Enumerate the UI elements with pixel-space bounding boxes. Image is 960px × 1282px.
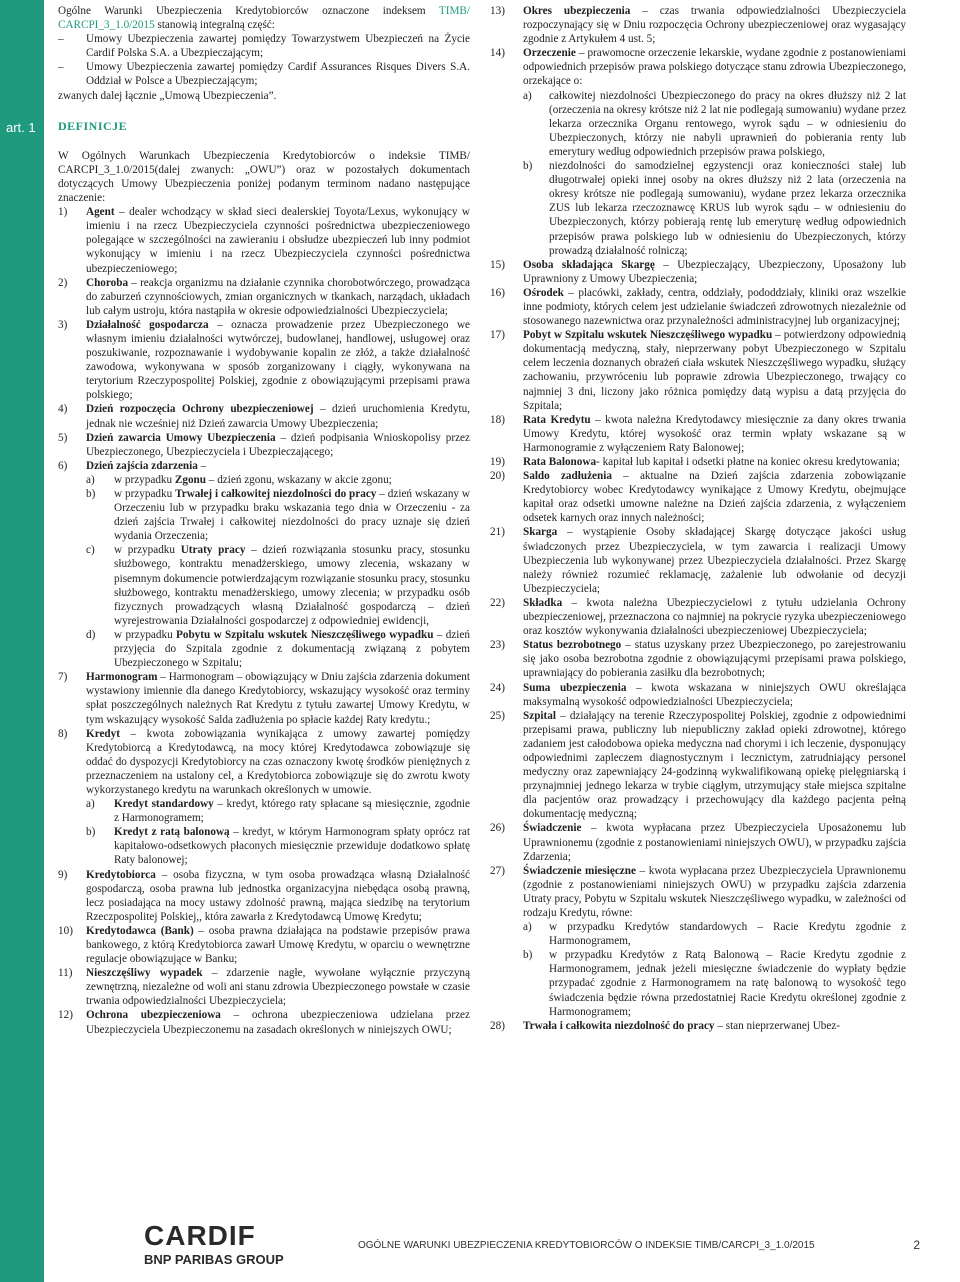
defined-term: Okres ubezpieczenia bbox=[523, 5, 631, 17]
intro-text-end: stanowią integralną część: bbox=[154, 19, 275, 32]
item-prefix: w przypadku bbox=[114, 544, 181, 557]
definition-item bbox=[490, 709, 906, 822]
item-number: 7) bbox=[58, 671, 68, 684]
item-prefix: w przypadku bbox=[114, 488, 176, 500]
item-number: b) bbox=[86, 826, 96, 839]
item-number: 23) bbox=[490, 639, 505, 652]
item-number: 27) bbox=[490, 864, 505, 877]
defined-term: Świadczenie bbox=[523, 822, 582, 835]
defined-term: Trwała i całkowita niezdolność do pracy bbox=[523, 1019, 715, 1032]
item-number: 25) bbox=[490, 709, 505, 722]
definition-subitem bbox=[523, 948, 906, 1018]
intro-closing: zwanych dalej łącznie „Umową Ubezpieczenia”. bbox=[58, 89, 277, 102]
defined-term: Szpital bbox=[523, 709, 556, 722]
item-text: – działający na terenie Rzeczypospolitej Polskiej, zgodnie z odpowiednimi przepisami prawa, publiczny lub niepubliczny zakład opieki zdrowotnej, którego zadaniem jest całodobowa opieka medyczna nad chorymi i ich leczenie, dysponujący odpowiednimi zapleczem diagnostycznym i lecznictym, zatrudniający personel medyczny oraz zapewniający 24-godzinną wykwalifikowaną opiekę pielęgniarską i przynajmniej jednego lekarza w trybie ciągłym, utrzymujący stałe miejsca szpitalne dla pacjentów oraz prowadzący i przechowujący dla każdego pacjenta pełną dokumentację medyczną; bbox=[523, 709, 906, 821]
intro-text: Ogólne Warunki Ubezpieczenia Kredytobiorców oznaczone indeksem bbox=[58, 5, 439, 17]
defined-term: Dzień zawarcia Umowy Ubezpieczenia bbox=[86, 431, 276, 444]
definition-subitem bbox=[86, 487, 470, 543]
item-text: – kwota wypłacana przez Ubezpieczyciela Uprawnionemu (zgodnie z postanowieniami niniejszych OWU) w przypadku zajścia zdarzenia Utraty pracy, Pobytu w Szpitalu wskutek Nieszczęśliwego wypadku, w zależności od rodzaju Kredytu, równe: bbox=[523, 864, 906, 919]
defined-term: Zgonu bbox=[174, 473, 206, 486]
definition-item bbox=[490, 413, 906, 455]
item-number: b) bbox=[86, 488, 96, 500]
item-number: 17) bbox=[490, 329, 505, 342]
defined-term: Kredytobiorca bbox=[86, 868, 156, 881]
item-number: 2) bbox=[58, 276, 68, 289]
definition-item bbox=[490, 258, 906, 286]
item-text: w przypadku Kredytów standardowych – Racie Kredytu zgodnie z Harmonogramem, bbox=[549, 921, 906, 948]
defined-term: Ochrona ubezpieczeniowa bbox=[86, 1009, 221, 1022]
item-number: 24) bbox=[490, 681, 505, 694]
item-text: niezdolności do samodzielnej egzystencji oraz konieczności stałej lub długotrwałej opieki innej osoby na okres dłuższy niż 2 lata (orzeczenia na okresy krótsze nie podlegają sumowaniu), wydane przez lekarza orzecznika ZUS lub lekarza rzeczoznawcę KRUS lub wyrok sądu – w odniesieniu do Ubezpieczonych, którzy pobierają rentę lub emeryturę według odpowiednich przepisów prawa polskiego lub w odniesieniu do Ubezpieczonych, którzy prowadzą działalność rolniczą; bbox=[549, 160, 906, 257]
item-number: 3) bbox=[58, 318, 68, 331]
definition-item bbox=[58, 924, 470, 966]
definition-subitem bbox=[86, 825, 470, 867]
item-text: – bbox=[197, 459, 207, 472]
defined-term: Składka bbox=[523, 596, 563, 609]
item-number: 8) bbox=[58, 727, 68, 740]
item-text: – kwota należna Ubezpieczycielowi z tytułu udzielania Ochrony ubezpieczeniowej, przeznaczona co najmniej na pokrycie ryzyka ubezpieczeniowego oraz kosztów wykonywania działalności ubezpieczeniowej Ubezpieczyciela; bbox=[523, 596, 906, 638]
definition-item bbox=[58, 205, 470, 275]
dash-item: – Umowy Ubezpieczenia zawartej pomiędzy Cardif Assurances Risques Divers S.A. Oddział w Polsce a Ubezpieczającym; bbox=[58, 61, 470, 88]
page-footer bbox=[58, 1212, 920, 1270]
item-text: – Harmonogram – obowiązujący w Dniu zajścia zdarzenia dokument wystawiony imiennie dla danego Kredytobiorcy, wskazujący wysokość oraz terminy spłat poszczególnych należnych Rat Kredytu z tytułu zawartej Umowy Kredytu, w tym wskazujący wysokość Salda zadłużenia po spłacie każdej Raty kredytu.; bbox=[86, 671, 470, 726]
dash-item: – Umowy Ubezpieczenia zawartej pomiędzy Towarzystwem Ubezpieczeń na Życie Cardif Polska S.A. a Ubezpieczającym; bbox=[58, 33, 470, 60]
defined-term: Orzeczenie bbox=[523, 47, 576, 60]
defined-term: Osoba składająca Skargę bbox=[523, 258, 655, 271]
definition-subitem bbox=[523, 89, 906, 159]
definition-item bbox=[58, 431, 470, 459]
item-number: b) bbox=[523, 160, 533, 173]
item-text: – Ubezpieczający, Ubezpieczony, Uposażony lub Uprawniony z Umowy Ubezpieczenia; bbox=[523, 258, 906, 285]
definition-subitem bbox=[523, 159, 906, 258]
defined-term: Trwałej i całkowitej niezdolności do pracy bbox=[175, 488, 377, 500]
article-label: art. 1 bbox=[6, 120, 36, 135]
intro-paragraph bbox=[58, 4, 470, 32]
item-number: 13) bbox=[490, 5, 505, 17]
defined-term: Suma ubezpieczenia bbox=[523, 681, 627, 694]
definition-item bbox=[490, 4, 906, 46]
definition-item bbox=[58, 727, 470, 797]
definition-item bbox=[58, 670, 470, 726]
definition-item bbox=[58, 276, 470, 318]
item-number: a) bbox=[86, 473, 95, 486]
item-text: – osoba prawna działająca na podstawie przepisów prawa bankowego, z którą Kredytobiorca zawarł Umowę Kredytu, w oparciu o wewnętrzne regulacje obowiązujące w Banku; bbox=[86, 924, 470, 966]
defined-term: Działalność gospodarcza bbox=[86, 318, 209, 331]
definition-item bbox=[58, 402, 470, 430]
item-text: – prawomocne orzeczenie lekarskie, wydane zgodnie z postanowieniami odpowiednich przepisów prawa polskiego dotyczące stanu zdrowia Ubezpieczonego, orzekające o: bbox=[523, 47, 906, 88]
item-text: – zdarzenie nagłe, wywołane wyłącznie przyczyną zewnętrzną, niezależne od woli ani stanu zdrowia Ubezpieczonego powstałe w czasie trwania odpowiedzialności Ubezpieczyciela; bbox=[86, 967, 470, 1008]
item-number: 5) bbox=[58, 431, 68, 444]
item-text: – stan nieprzerwanej Ubez- bbox=[714, 1019, 841, 1032]
item-text: – potwierdzony odpowiednią dokumentacją medyczną, stały, nieprzerwany pobyt Ubezpieczonego w Szpitalu celem leczenia doznanych obrażeń ciała wskutek Nieszczęśliwego wypadku, służący zachowaniu, przywróceniu lub poprawie zdrowia Ubezpieczonego, trwający co najmniej 3 dni, liczony jako różnica pomiędzy datą wypisu a datą przyjęcia do Szpitala; bbox=[523, 329, 906, 412]
item-text: – oznacza prowadzenie przez Ubezpieczonego we własnym imieniu działalności wytwórczej, budowlanej, handlowej, usługowej oraz poszukiwanie, rozpoznawanie i wydobywanie kopalin ze złóż, a także działalność zawodowa, wykonywana w sposób zorganizowany i ciągły, wykonywana na terytorium Rzeczypospolitej Polskiej, zgodnie z obowiązującymi przepisami prawa polskiego; bbox=[86, 318, 470, 402]
item-text: – kwota zobowiązania wynikająca z umowy zawartej pomiędzy Kredytobiorcą a Kredytodawcą, na mocy której Kredytodawca zobowiązuje się oddać do dyspozycji Kredytobiorcy na czas oznaczony kwotę środków pieniężnych z przeznaczeniem na ustalony cel, a Kredytobiorca zobowiązuje się do zwrotu kwoty wykorzystanego kredytu na warunkach określonych w umowie. bbox=[86, 727, 470, 796]
defined-term: Rata Kredytu bbox=[523, 413, 591, 426]
item-number: c) bbox=[86, 544, 95, 557]
defined-term: Harmonogram bbox=[86, 671, 158, 684]
item-text: – dzień zgonu, wskazany w akcie zgonu; bbox=[206, 473, 392, 486]
defined-term: Kredyt standardowy bbox=[114, 798, 214, 811]
item-text: – dzień wskazany w Orzeczeniu lub w przypadku braku wskazania tego dnia w Orzeczeniu - za dzień zajścia Trwałej i całkowitej niezdolności do pracy uznaje się dzień wydania Orzeczenia; bbox=[114, 488, 470, 543]
defined-term: Utraty pracy bbox=[180, 544, 246, 557]
item-text: – kwota wskazana w niniejszych OWU określająca maksymalną wysokość odpowiedzialności Ubezpieczyciela; bbox=[523, 681, 906, 708]
defined-term: Dzień rozpoczęcia Ochrony ubezpieczeniowej bbox=[86, 403, 314, 416]
item-number: a) bbox=[86, 798, 95, 811]
definitions-intro: W Ogólnych Warunkach Ubezpieczenia Kredytobiorców o indeksie TIMB/ CARCPI_3_1.0/2015(dalej zwanych: „OWU”) oraz w pozostałych dokumentach dotyczących Umowy Ubezpieczenia poniżej podanym terminom nadano następujące znaczenie: bbox=[58, 149, 470, 205]
definition-subitem bbox=[86, 473, 470, 487]
definition-item bbox=[490, 328, 906, 413]
definition-item bbox=[490, 286, 906, 328]
item-number: d) bbox=[86, 628, 96, 641]
section-heading: DEFINICJE bbox=[58, 118, 128, 133]
item-text: – dzień uruchomienia Kredytu, jednak nie wcześniej niż Dzień zawarcia Umowy Ubezpieczenia; bbox=[86, 403, 470, 430]
defined-term: Kredyt bbox=[86, 727, 120, 740]
definition-item bbox=[58, 318, 470, 403]
intro-index-code: TIMB/ CARCPI_3_1.0/2015 bbox=[58, 5, 470, 32]
defined-term: Kredytodawca (Bank) bbox=[86, 924, 194, 937]
page-number: 2 bbox=[913, 1238, 920, 1252]
cardif-logo-subtitle: BNP PARIBAS GROUP bbox=[144, 1252, 284, 1267]
item-number: a) bbox=[523, 89, 532, 102]
footer-document-title: OGÓLNE WARUNKI UBEZPIECZENIA KREDYTOBIORCÓW O INDEKSIE TIMB/CARCPI_3_1.0/2015 bbox=[358, 1240, 815, 1251]
definition-item bbox=[490, 681, 906, 709]
item-number: 18) bbox=[490, 413, 505, 426]
definition-item bbox=[490, 525, 906, 595]
item-number: 4) bbox=[58, 403, 68, 416]
item-number: 11) bbox=[58, 967, 73, 980]
defined-term: Kredyt z ratą balonową bbox=[114, 826, 230, 839]
defined-term: Choroba bbox=[86, 276, 129, 289]
definition-subitem bbox=[86, 543, 470, 628]
item-text: całkowitej niezdolności Ubezpieczonego do pracy na okres dłuższy niż 2 lat (orzeczenia na okresy krótsze niż 2 lat nie podlegają sumowaniu) wydane przez lekarza orzecznika Organu rentowego, wyrok sądu – w odniesieniu do Ubezpieczonych, którzy nie nabyli uprawnień do pobierania renty lub emerytury według odpowiednich przepisów prawa polskiego, bbox=[549, 89, 906, 158]
item-prefix: w przypadku bbox=[114, 628, 177, 641]
item-text: – kwota wypłacana przez Ubezpieczyciela Uposażonemu lub Uprawnionemu (zgodnie z postanowieniami niniejszych OWU), w przypadku zajścia Zdarzenia; bbox=[523, 822, 906, 863]
definition-item bbox=[490, 821, 906, 863]
dash-item-text: Umowy Ubezpieczenia zawartej pomiędzy Cardif Assurances Risques Divers S.A. Oddział w Polsce a Ubezpieczającym; bbox=[86, 61, 470, 88]
item-number: 15) bbox=[490, 258, 505, 271]
item-number: b) bbox=[523, 949, 533, 962]
item-prefix: w przypadku bbox=[114, 473, 175, 486]
defined-term: Saldo zadłużenia bbox=[523, 470, 612, 483]
item-number: 22) bbox=[490, 596, 505, 609]
definition-item bbox=[58, 966, 470, 1008]
defined-term: Status bezrobotnego bbox=[523, 639, 622, 652]
item-text: – dzień podpisania Wnioskopolisy przez Ubezpieczonego, Ubezpieczyciela i Ubezpieczającego; bbox=[86, 431, 470, 458]
definition-item bbox=[58, 459, 470, 473]
definition-item bbox=[58, 1008, 470, 1036]
item-number: 6) bbox=[58, 459, 68, 472]
item-number: 1) bbox=[58, 206, 68, 219]
definition-item bbox=[490, 596, 906, 638]
item-text: - kapitał lub kapitał i odsetki płatne na koniec okresu kredytowania; bbox=[596, 456, 900, 468]
defined-term: Nieszczęśliwy wypadek bbox=[86, 967, 203, 980]
defined-term: Skarga bbox=[523, 526, 558, 539]
left-column bbox=[58, 4, 470, 1037]
item-text: w przypadku Kredytów z Ratą Balonową – Racie Kredytu zgodnie z Harmonogramem, jednak jeżeli miesięczne świadczenie do wypłaty będzie przypadać zgodnie z Harmonogramem na ratę balonową to wysokość tego świadczenia będzie równa przedostatniej Racie Kredytu określonej zgodnie z Harmonogramem; bbox=[549, 949, 906, 1018]
item-text: – kredyt, w którym Harmonogram spłaty oprócz rat kapitałowo-odsetkowych płaconych miesięcznie przewiduje dodatkowo spłatę Raty balonowej; bbox=[114, 826, 470, 867]
defined-term: Rata Balonowa bbox=[523, 456, 597, 468]
definition-item bbox=[490, 455, 906, 469]
right-column bbox=[490, 4, 906, 1033]
item-number: 20) bbox=[490, 470, 505, 483]
definition-item bbox=[490, 469, 906, 525]
definition-item bbox=[490, 864, 906, 920]
definition-item bbox=[490, 1019, 906, 1033]
item-number: 19) bbox=[490, 456, 505, 468]
dash-item-text: Umowy Ubezpieczenia zawartej pomiędzy Towarzystwem Ubezpieczeń na Życie Cardif Polska S.A. a Ubezpieczającym; bbox=[86, 33, 470, 60]
defined-term: Świadczenie miesięczne bbox=[523, 864, 636, 877]
definition-subitem bbox=[523, 920, 906, 948]
item-number: 12) bbox=[58, 1009, 73, 1022]
item-text: – wystąpienie Osoby składającej Skargę dotyczące jakości usług świadczonych przez Ubezpieczyciela, w tym zawarcia i realizacji Umowy Ubezpieczenia lub wykonywanej przez Ubezpieczyciela działalności. Przez Skargę należy również rozumieć reklamację, zażalenie lub odwołanie od decyzji Ubezpieczyciela; bbox=[523, 526, 906, 595]
definition-item bbox=[58, 868, 470, 924]
item-text: – kredyt, którego raty spłacane są miesięcznie, zgodnie z Harmonogramem; bbox=[114, 798, 470, 825]
item-number: 10) bbox=[58, 924, 73, 937]
item-text: – osoba fizyczna, w tym osoba prowadząca własną Działalność gospodarczą, osoba prawna lub jednostka organizacyjna niebędąca osobą prawną, lecz posiadająca na mocy ustawy zdolność prawną, mająca siedzibę na terytorium Rzeczpospolitej Polskiej,, która zawarła z Kredytodawcą Umowę Kredytu; bbox=[86, 868, 470, 923]
item-text: – ochrona ubezpieczeniowa udzielana przez Ubezpieczyciela Ubezpieczonemu na zasadach określonych w niniejszych OWU; bbox=[86, 1009, 470, 1036]
item-number: a) bbox=[523, 921, 532, 934]
defined-term: Dzień zajścia zdarzenia bbox=[86, 459, 198, 472]
definition-subitem bbox=[86, 628, 470, 670]
item-text: – dzień przyjęcia do Szpitala zgodnie z dokumentacją związaną z pobytem Ubezpieczonego w Szpitalu; bbox=[114, 628, 470, 670]
item-text: – dealer wchodzący w skład sieci dealerskiej Toyota/Lexus, wykonujący w imieniu i na rzecz Ubezpieczyciela czynności pośrednictwa ubezpieczeniowego polegające w szczególności na zawieraniu i obsłudze ubezpieczeń lub inny podmiot wykonujący w imieniu i na rzecz Ubezpieczyciela czynności pośrednictwa ubezpieczeniowego; bbox=[86, 206, 470, 275]
item-number: 21) bbox=[490, 526, 505, 539]
item-text: – kwota należna Kredytodawcy miesięcznie za dany okres trwania Umowy Kredytu, której wysokość oraz termin wpłaty wskazane są w Harmonogramie z wyłączeniem Raty Balonowej; bbox=[523, 413, 906, 454]
defined-term: Agent bbox=[86, 206, 115, 219]
item-text: – dzień rozwiązania stosunku pracy, stosunku służbowego, kontraktu menadżerskiego, umowy zlecenia, wskazany w pisemnym dokumencie potwierdzającym rozwiązanie stosunku pracy, stosunku służbowego, kontraktu menadżerskiego, umowy zlecenia; w przypadku osób fizycznych prowadzących własną Działalność gospodarczą – dzień wyrejestrowania Działalności gospodarczej z odpowiedniej ewidencji, bbox=[114, 544, 470, 627]
item-number: 28) bbox=[490, 1019, 505, 1032]
defined-term: Ośrodek bbox=[523, 286, 564, 299]
item-text: – aktualne na Dzień zajścia zdarzenia zobowiązanie Kredytobiorcy wobec Kredytodawcy wynikające z Umowy Kredytu, obejmujące kapitał oraz odsetki umowne należne na Dzień zajścia zdarzenia, z wyłączeniem odsetek karnych oraz innych należności; bbox=[523, 470, 906, 525]
item-number: 26) bbox=[490, 822, 505, 835]
defined-term: Pobytu w Szpitalu wskutek Nieszczęśliwego wypadku bbox=[176, 628, 434, 641]
item-text: – czas trwania odpowiedzialności Ubezpieczyciela rozpoczynający się w Dniu rozpoczęcia Ochrony ubezpieczeniowej oraz wygasający zgodnie z Artykułem 4 ust. 5; bbox=[523, 5, 907, 46]
item-number: 14) bbox=[490, 47, 505, 60]
item-number: 16) bbox=[490, 286, 505, 299]
item-text: – status uzyskany przez Ubezpieczonego, po zarejestrowaniu się jako osoba bezrobotna zgodnie z obowiązującymi przepisami prawa polskiego, uprawniający do pobierania zasiłku dla bezrobotnych; bbox=[523, 639, 906, 680]
item-text: – placówki, zakłady, centra, oddziały, pododdziały, kliniki oraz wszelkie inne podmioty, których celem jest udzielanie świadczeń zdrowotnych niezależnie od stosowanego nazewnictwa oraz przynależności administracyjnej lub organizacyjnej; bbox=[523, 286, 906, 328]
definition-subitem bbox=[86, 797, 470, 825]
definition-item bbox=[490, 46, 906, 88]
item-text: – reakcja organizmu na działanie czynnika chorobotwórczego, prowadząca do zaburzeń czynnościowych, zmian organicznych w tkankach, narządach, układach lub całym ustroju, która nastąpiła w okresie odpowiedzialności Ubezpieczyciela; bbox=[86, 276, 470, 317]
item-number: 9) bbox=[58, 868, 68, 881]
cardif-logo: CARDIF bbox=[144, 1220, 256, 1251]
sidebar-band bbox=[0, 0, 44, 1282]
defined-term: Pobyt w Szpitalu wskutek Nieszczęśliwego wypadku bbox=[523, 329, 773, 342]
definition-item bbox=[490, 638, 906, 680]
